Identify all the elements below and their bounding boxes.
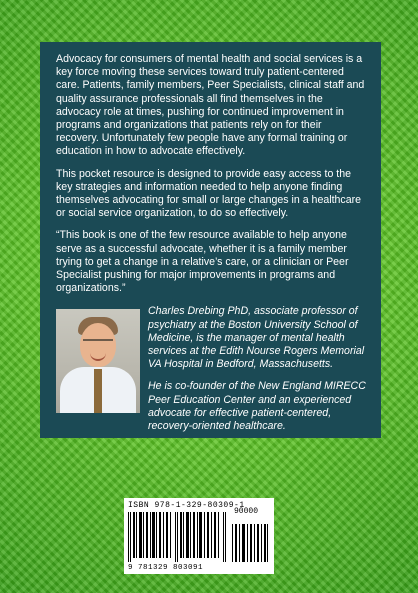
- price-barcode-bars: [232, 524, 268, 562]
- author-photo: [56, 309, 140, 413]
- price-code: 90000: [234, 507, 259, 516]
- barcode-bars: [128, 512, 226, 562]
- description-panel: [40, 42, 381, 438]
- isbn-digits: 9 781329 803091: [128, 564, 204, 572]
- description-paragraph-1: Advocacy for consumers of mental health and social services is a key force moving these services toward truly patient-centered care. Patients, family members, Peer Specialists, clinical staff and quality assurance professionals all find themselves in the advocacy role at times, pushing for continued improvement in programs and organizations that patients rely on for their recovery. Unfortunately few people have any formal training or education in how to advocate effectively.: [56, 53, 365, 158]
- author-section: [56, 305, 367, 442]
- author-bio: [148, 305, 367, 442]
- isbn-barcode: [124, 498, 274, 574]
- description-paragraph-2: This pocket resource is designed to provide easy access to the key strategies and information needed to help anyone finding themselves advocating for small or large changes in a healthcare or social service organization, to do so effectively.: [56, 167, 362, 220]
- author-bio-paragraph-2: He is co-founder of the New England MIRECC Peer Education Center and an experienced advocate for effective patient-centered, recovery-oriented healthcare.: [148, 380, 366, 433]
- isbn-label: ISBN 978-1-329-80309-1: [128, 501, 245, 510]
- author-bio-paragraph-1: Charles Drebing PhD, associate professor of psychiatry at the Boston University School of Medicine, is the manager of mental health services at the Edith Nourse Rogers Memorial VA Hospital in Bedford, Massachusetts.: [148, 305, 365, 371]
- endorsement-quote: “This book is one of the few resource available to help anyone serve as a successful advocate, whether it is a family member trying to get a change in a relative’s care, or a clinician or Peer Specialist pushing for major improvements in programs and organizations.”: [56, 229, 349, 295]
